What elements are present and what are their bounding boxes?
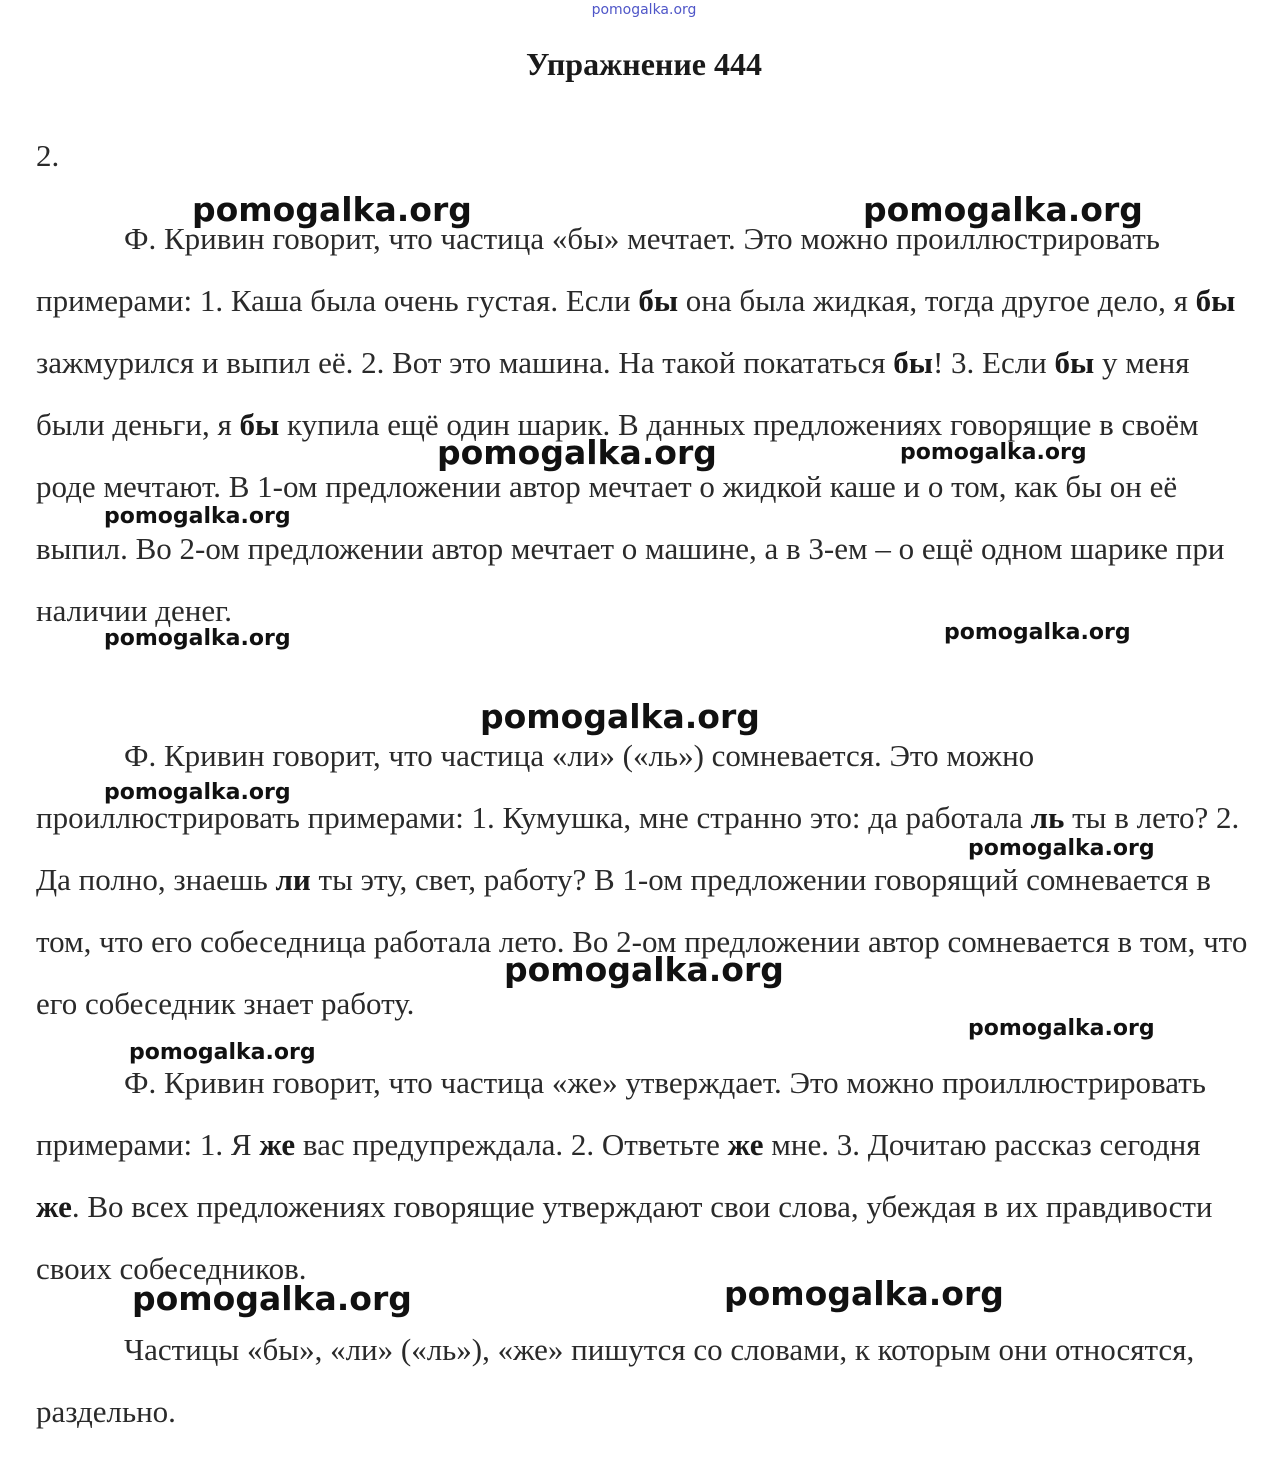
watermark-overlay: pomogalka.org xyxy=(129,1040,316,1065)
watermark-overlay: pomogalka.org xyxy=(104,626,291,651)
highlighted-particle: бы xyxy=(1195,283,1236,318)
highlighted-particle: бы xyxy=(638,283,679,318)
highlighted-particle: же xyxy=(259,1127,296,1162)
watermark-overlay: pomogalka.org xyxy=(968,836,1155,861)
site-watermark-top: pomogalka.org xyxy=(591,2,697,18)
watermark-overlay: pomogalka.org xyxy=(104,780,291,805)
highlighted-particle: же xyxy=(727,1127,764,1162)
paragraph-text: купила ещё один шарик. В данных предложениях говорящие в своём роде мечтают. В 1-ом предложении автор мечтает о жидкой каше и о том, как бы он её выпил. Во 2-ом предложении автор мечтает о машине, а в 3-ем – о ещё одном шарике при наличии денег. xyxy=(36,407,1225,628)
watermark-overlay: pomogalka.org xyxy=(104,504,291,529)
watermark-overlay: pomogalka.org xyxy=(480,697,760,736)
watermark-overlay: pomogalka.org xyxy=(968,1016,1155,1041)
watermark-overlay: pomogalka.org xyxy=(724,1274,1004,1313)
paragraph-text: вас предупреждала. 2. Ответьте xyxy=(295,1127,728,1162)
highlighted-particle: ль xyxy=(1030,800,1065,835)
paragraph-text: Ф. Кривин говорит, что частица «бы» мечтает. Это можно проиллюстрировать примерами: 1. Каша была очень густая. Если xyxy=(36,221,1160,318)
watermark-overlay: pomogalka.org xyxy=(900,440,1087,465)
paragraph-by xyxy=(36,208,1251,642)
highlighted-particle: ли xyxy=(275,862,311,897)
paragraph-text: ты в лето? 2. Да полно, знаешь xyxy=(36,800,1240,897)
paragraph-text: зажмурился и выпил её. 2. Вот это машина. На такой покататься xyxy=(36,345,894,380)
highlighted-particle: бы xyxy=(893,345,933,380)
paragraph-text: она была жидкая, тогда другое дело, я xyxy=(678,283,1196,318)
paragraph-zhe xyxy=(36,1052,1251,1300)
paragraph-text: . Во всех предложениях говорящие утверждают свои слова, убеждая в их правдивости своих собеседников. xyxy=(36,1189,1213,1286)
highlighted-particle: бы xyxy=(239,407,280,442)
paragraph-text: Ф. Кривин говорит, что частица «же» утверждает. Это можно проиллюстрировать примерами: 1. Я xyxy=(36,1065,1206,1162)
paragraph-text: у меня были деньги, я xyxy=(36,345,1190,442)
watermark-overlay: pomogalka.org xyxy=(863,190,1143,229)
paragraph-conclusion xyxy=(36,1319,1251,1443)
paragraph-text: Ф. Кривин говорит, что частица «ли» («ль») сомневается. Это можно проиллюстрировать примерами: 1. Кумушка, мне странно это: да работала xyxy=(36,738,1035,835)
watermark-overlay: pomogalka.org xyxy=(437,433,717,472)
exercise-title: Упражнение 444 xyxy=(525,46,762,82)
task-number: 2. xyxy=(36,138,60,173)
paragraph-text: ! 3. Если xyxy=(932,345,1055,380)
watermark-overlay: pomogalka.org xyxy=(132,1279,412,1318)
paragraph-text: Частицы «бы», «ли» («ль»), «же» пишутся со словами, к которым они относятся, раздельно. xyxy=(36,1332,1195,1429)
paragraph-text: мне. 3. Дочитаю рассказ сегодня xyxy=(763,1127,1201,1162)
highlighted-particle: же xyxy=(36,1189,72,1224)
paragraph-text: ты эту, свет, работу? В 1-ом предложении говорящий сомневается в том, что его собеседница работала лето. Во 2-ом предложении автор сомневается в том, что его собеседник знает работу. xyxy=(36,862,1248,1021)
watermark-overlay: pomogalka.org xyxy=(504,950,784,989)
watermark-overlay: pomogalka.org xyxy=(944,620,1131,645)
watermark-overlay: pomogalka.org xyxy=(192,190,472,229)
highlighted-particle: бы xyxy=(1054,345,1095,380)
